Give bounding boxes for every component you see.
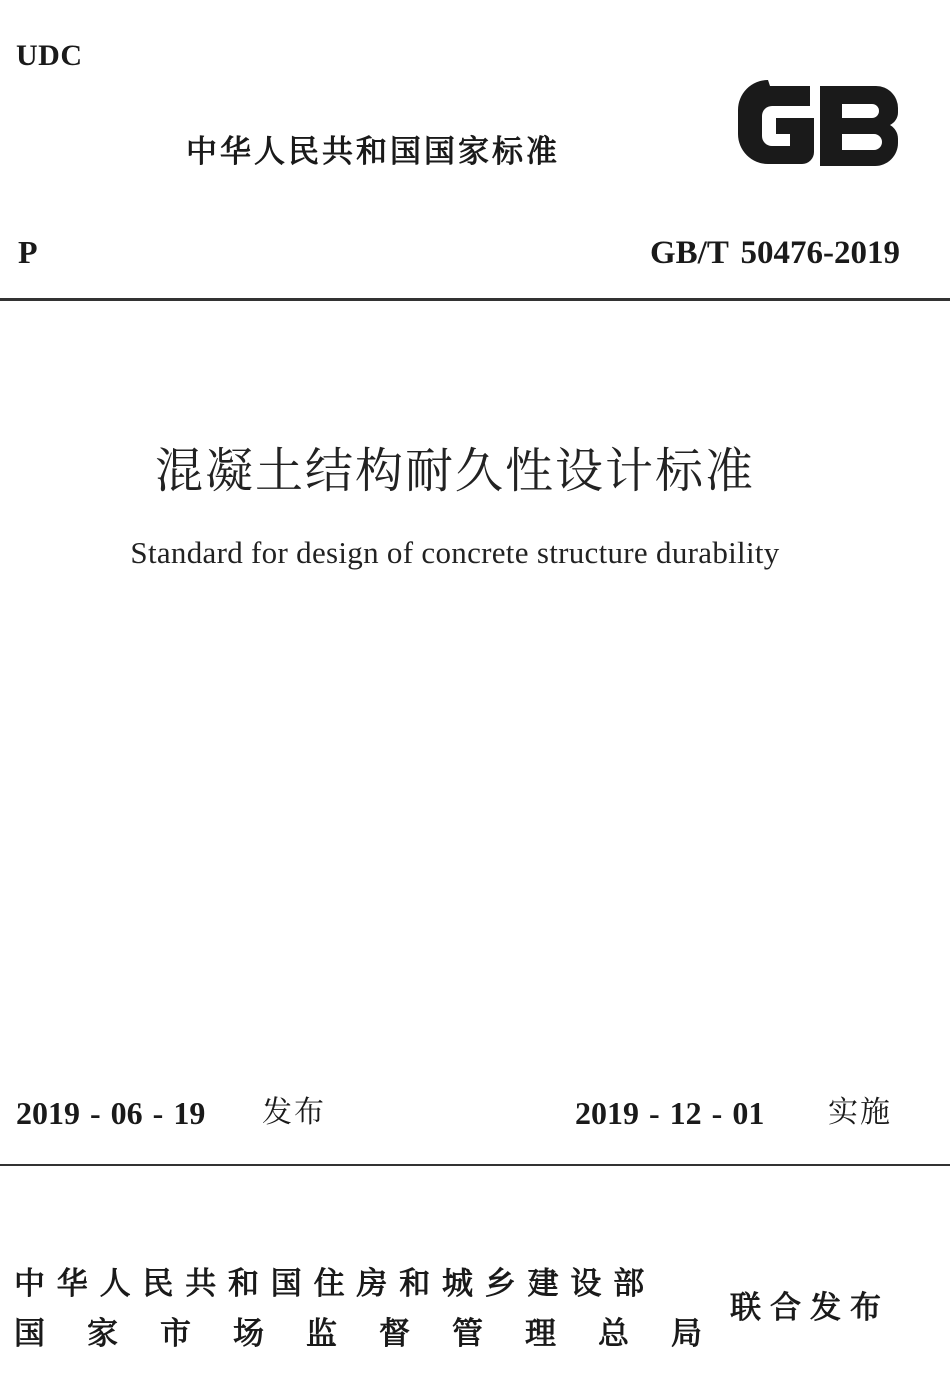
national-standard-heading: 中华人民共和国国家标准 [186, 134, 560, 170]
effective-label: 实施 [828, 1095, 892, 1130]
gb-logo-text: GB [724, 78, 726, 79]
bottom-divider [0, 1164, 950, 1166]
udc-label: UDC [16, 39, 83, 72]
issue-date: 2019 - 06 - 19 [16, 1095, 206, 1131]
standard-number: GB/T 50476-2019 [649, 235, 900, 271]
issuer-ministry: 中华人民共和国住房和城乡建设部 [14, 1266, 656, 1302]
effective-date: 2019 - 12 - 01 [575, 1095, 765, 1131]
top-divider [0, 298, 950, 301]
issue-label: 发布 [262, 1095, 326, 1130]
gb-logo [724, 78, 904, 174]
classification-letter: P [18, 234, 38, 270]
title-english: Standard for design of concrete structure durability [130, 535, 780, 570]
title-chinese: 混凝土结构耐久性设计标准 [154, 443, 755, 499]
joint-issue-label: 联合发布 [730, 1290, 890, 1326]
issuer-administration: 国家市场监督管理总局 [14, 1316, 744, 1352]
